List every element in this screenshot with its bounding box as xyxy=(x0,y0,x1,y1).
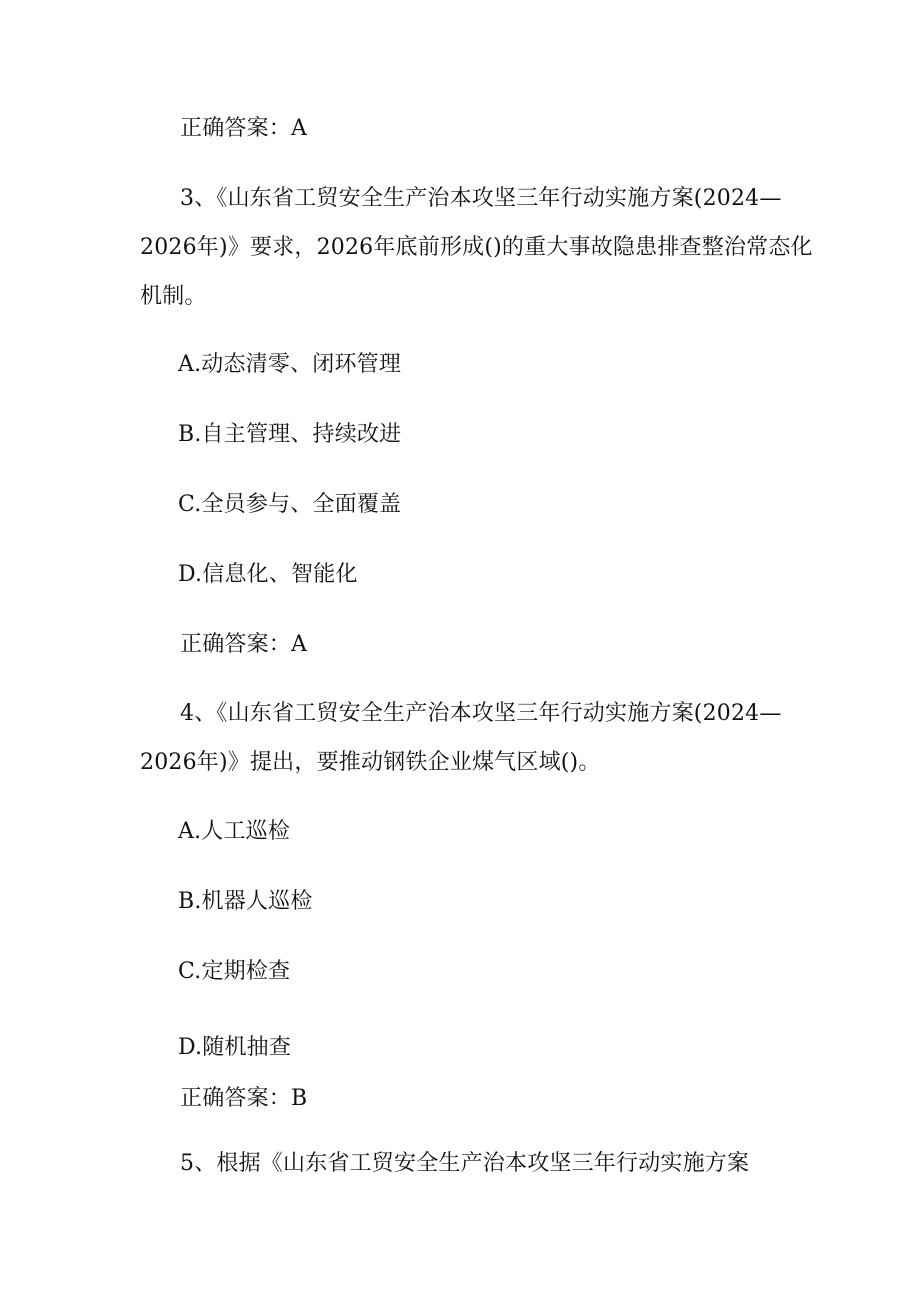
answer-line: 正确答案：A xyxy=(180,116,308,141)
question-4-line-2: 2026年)》提出，要推动钢铁企业煤气区域()。 xyxy=(140,750,601,775)
question-4-option-d: D.随机抽查 xyxy=(178,1035,292,1060)
question-5-line-1: 5、根据《山东省工贸安全生产治本攻坚三年行动实施方案 xyxy=(180,1151,750,1176)
question-3-line-2: 2026年)》要求，2026年底前形成()的重大事故隐患排查整治常态化 xyxy=(140,235,813,260)
question-4-answer: 正确答案：B xyxy=(180,1086,308,1111)
question-4-option-c: C.定期检查 xyxy=(178,959,291,984)
question-3-line-3: 机制。 xyxy=(140,284,207,309)
question-4-line-1: 4、《山东省工贸安全生产治本攻坚三年行动实施方案(2024— xyxy=(180,701,782,726)
question-4-option-a: A.人工巡检 xyxy=(178,819,291,844)
question-3-option-b: B.自主管理、持续改进 xyxy=(178,422,402,447)
question-3-answer: 正确答案：A xyxy=(180,632,308,657)
question-4-option-b: B.机器人巡检 xyxy=(178,889,313,914)
question-3-option-a: A.动态清零、闭环管理 xyxy=(178,352,402,377)
question-3-option-c: C.全员参与、全面覆盖 xyxy=(178,492,402,517)
question-3-option-d: D.信息化、智能化 xyxy=(178,562,358,587)
question-3-line-1: 3、《山东省工贸安全生产治本攻坚三年行动实施方案(2024— xyxy=(180,186,782,211)
